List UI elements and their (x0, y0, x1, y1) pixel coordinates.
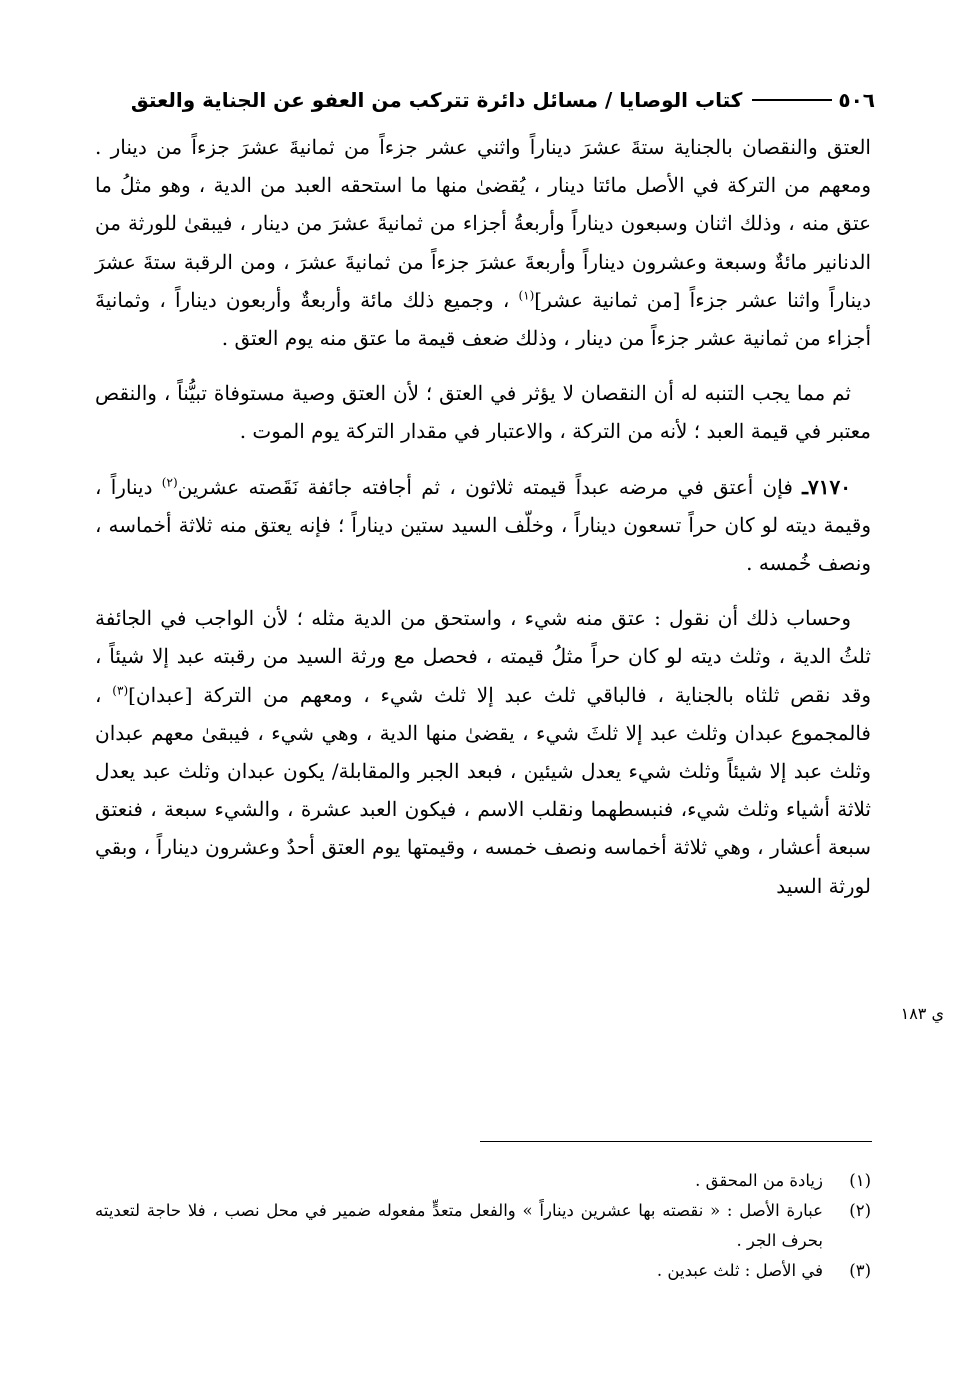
footnotes (95, 1166, 871, 1286)
footnote-number: (١) (849, 1171, 871, 1190)
margin-note: ي ١٨٣ (900, 1004, 944, 1023)
footnote-separator (480, 1141, 872, 1142)
paragraph-3: ٧١٧٠ـ فإن أعتق في مرضه عبداً قيمته ثلاثون ، ثم أجافته جائفة نَقَصته عشرين$^{(٢)}$ ديناراً ، وقيمة ديته لو كان حراً تسعون ديناراً ، وخلّف السيد ستين ديناراً ؛ فإنه يعتق منه ثلاثة أخماسه ، ونصف خُمسه . (95, 474, 871, 576)
footnote (95, 1256, 871, 1286)
header-rule (752, 99, 832, 101)
footnote (95, 1166, 871, 1196)
footnote-number: (٣) (849, 1261, 871, 1280)
footnote-ref-1: (١) (518, 288, 535, 303)
footnote (95, 1196, 871, 1256)
main-text (95, 128, 871, 905)
footnote-ref-2: (٢) (161, 474, 178, 489)
paragraph-1: العتق والنقصان بالجناية ستةَ عشرَ ديناراً واثني عشر جزءاً من ثمانيةَ عشرَ جزءاً من دينار . ومعهم من التركة في الأصل مائتا دينار ، يُقضىٰ منها ما استحقه العبد من الدية ، وهو مثلُ ما عتق منه ، وذلك اثنان وسبعون ديناراً وأربعةُ أجزاء من ثمانيةَ عشرَ من دينار ، فيبقىٰ للورثة من الدنانير مائةٌ وسبعة وعشرون ديناراً وأربعةَ عشرَ جزءاً من ثمانيةَ عشرَ ، ومن الرقبة ستةَ عشرَ ديناراً واثنا عشر جزءاً [من ثمانية عشر]$^{(١)}$ ، وجميع ذلك مائة وأربعةٌ وأربعون ديناراً ، وثمانيةَ أجزاء من ثمانية عشر جزءاً من دينار ، وذلك ضعف قيمة ما عتق منه يوم العتق . (95, 135, 872, 351)
footnote-text: في الأصل : ثلث عبدين . (656, 1261, 823, 1280)
paragraph-2: ثم مما يجب التنبه له أن النقصان لا يؤثر في العتق ؛ لأن العتق وصية مستوفاة تبيُّناً ، والنقص معتبر في قيمة العبد ؛ لأنه من التركة ، والاعتبار في مقدار التركة يوم الموت . (95, 381, 871, 444)
issue-number: ٧١٧٠ـ (802, 474, 851, 499)
chapter-title: كتاب الوصايا / مسائل دائرة تتركب من العفو عن الجناية والعتق (130, 88, 743, 112)
footnote-number: (٢) (849, 1201, 871, 1220)
page-number: ٥٠٦ (838, 88, 875, 112)
footnote-text: عبارة الأصل : « نقصته بها عشرين ديناراً » والفعل متعدٍّ مفعوله ضمير في محل نصب ، فلا حاجة لتعديته بحرف الجر . (95, 1201, 823, 1250)
running-header (95, 82, 875, 118)
footnote-text: زيادة من المحقق . (695, 1171, 823, 1190)
footnote-ref-3: (٣) (112, 682, 129, 697)
paragraph-4: وحساب ذلك أن نقول : عتق منه شيء ، واستحق من الدية مثله ؛ لأن الواجب في الجائفة ثلثُ الدية ، وثلث ديته لو كان حراً مثلُ قيمته ، فحصل مع ورثة السيد من رقبته عبد إلا شيئاً ، وقد نقص ثلثاه بالجناية ، فالباقي ثلث عبد إلا ثلث شيء ، ومعهم من التركة [عبدان]$^{(٣)}$ ، فالمجموع عبدان وثلث عبد إلا ثلثَ شيء ، يقضىٰ منها الدية ، وهي شيء ، فيبقىٰ معهم عبدان وثلث عبد إلا شيئاً وثلث شيء يعدل شيئين ، فبعد الجبر والمقابلة/ يكون عبدان وثلث عبد يعدل ثلاثة أشياء وثلث شيء، فنبسطهما ونقلب الاسم ، فيكون العبد عشرة ، والشيء سبعة ، فنعتق سبعة أعشار ، وهي ثلاثة أخماسه ونصف خمسه ، وقيمتها يوم العتق أحدٌ وعشرون ديناراً ، وبقي لورثة السيد (95, 606, 872, 898)
